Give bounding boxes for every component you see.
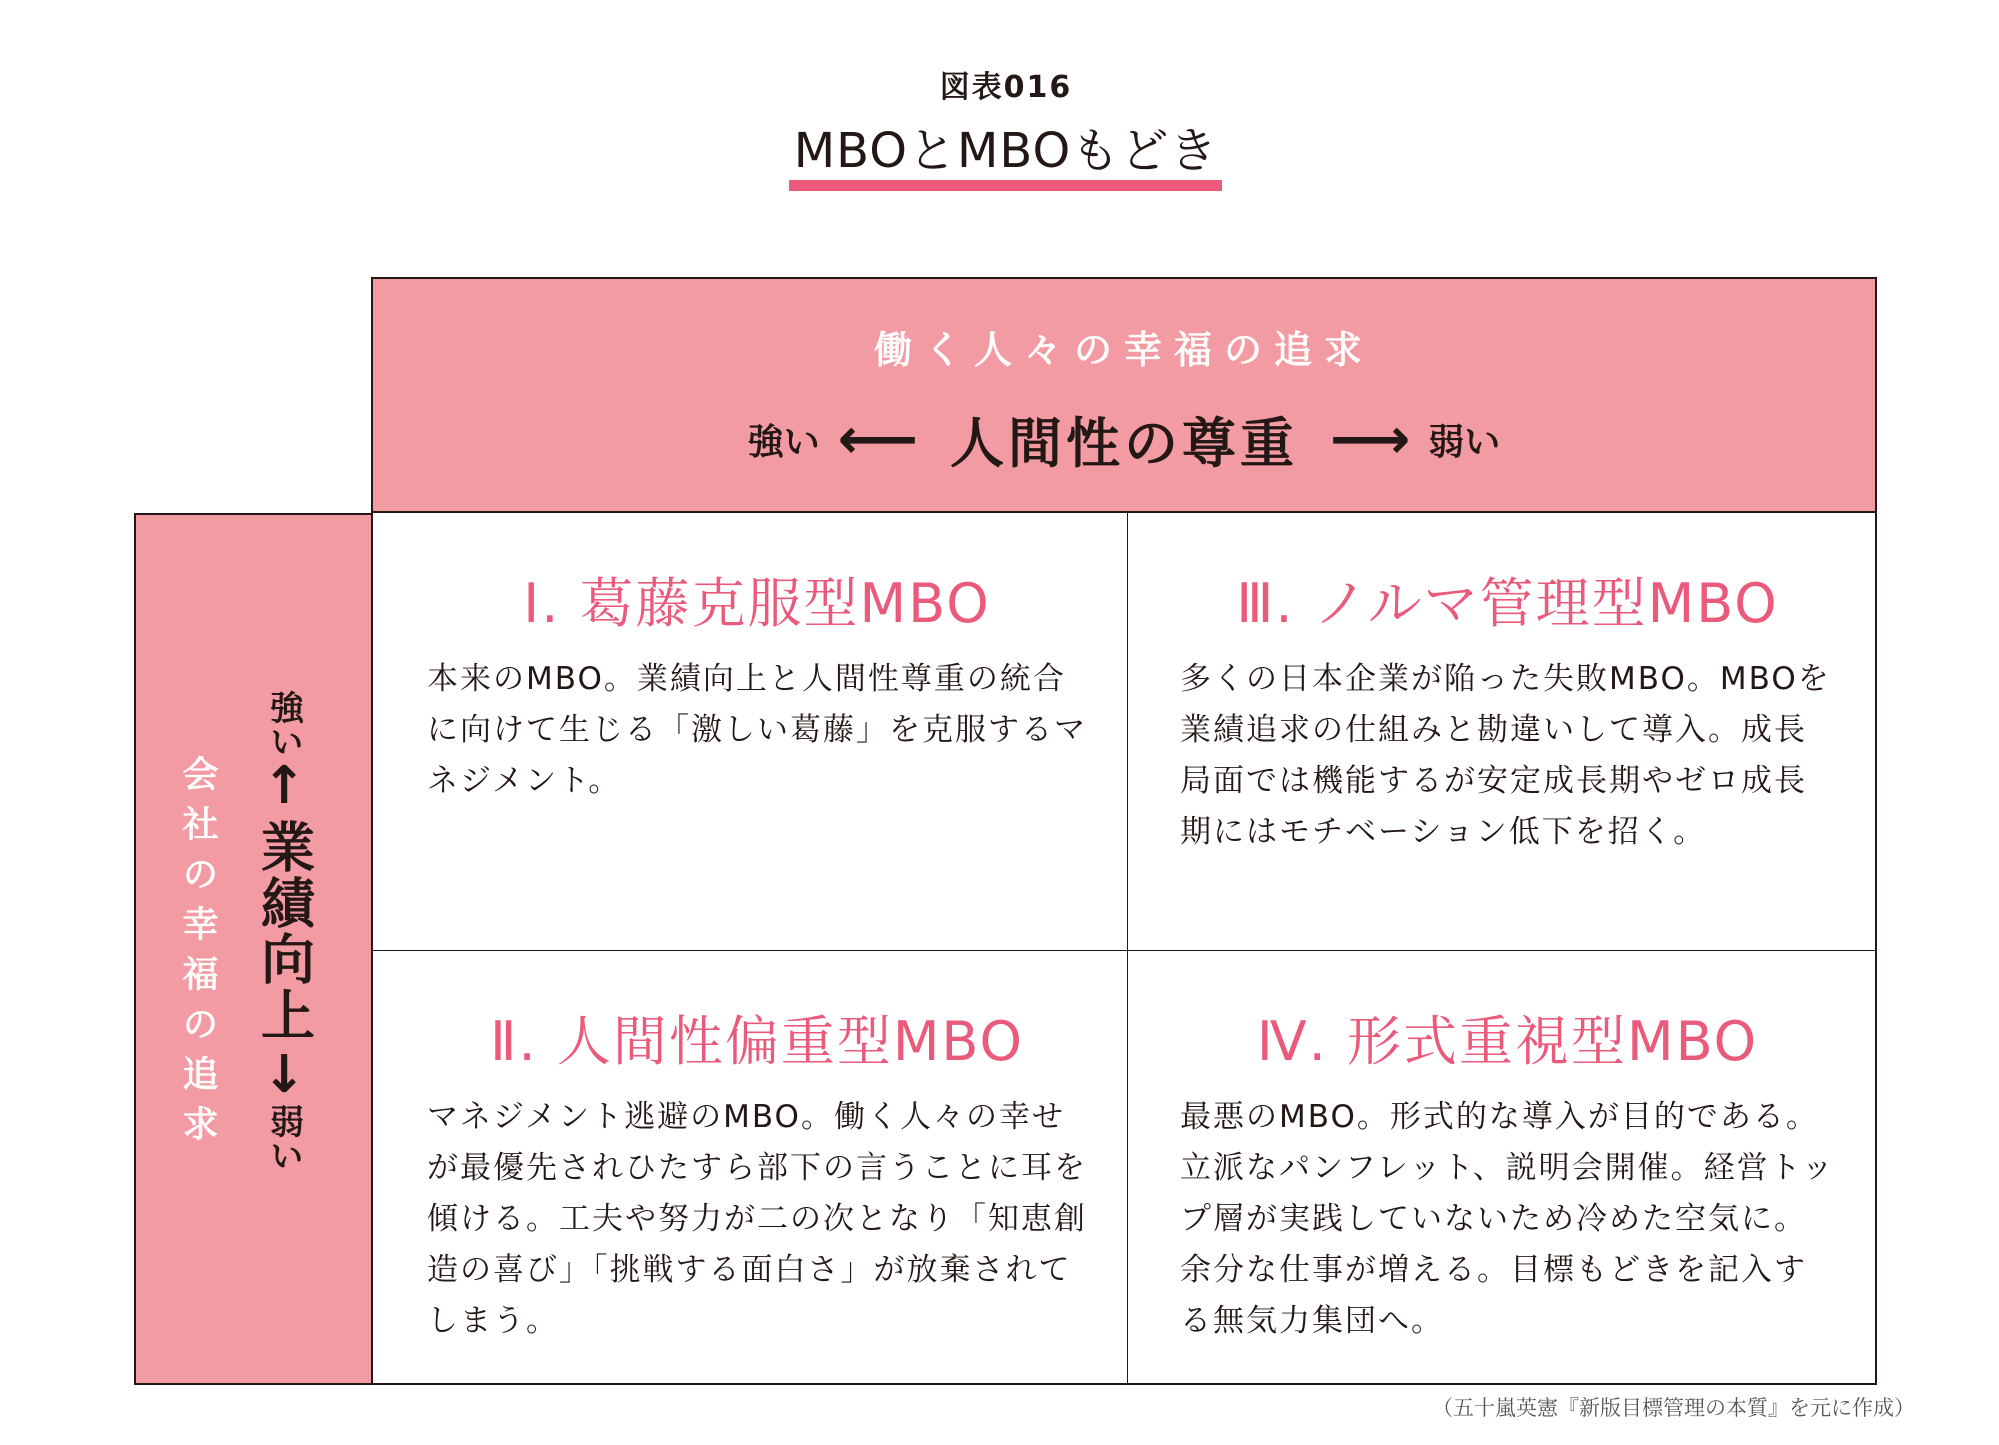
quadrant-body: 最悪のMBO。形式的な導入が目的である。立派なパンフレット、説明会開催。経営トップ層が実践していないため冷めた空気に。余分な仕事が増える。目標もどきを記入する無気力集団へ。 bbox=[1180, 1099, 1835, 1339]
left-subtitle: 会社の幸福の追求 bbox=[177, 755, 218, 1155]
horizontal-axis-header bbox=[371, 277, 1877, 513]
vertical-axis-label: 業績向上 bbox=[252, 819, 316, 1044]
arrow-left-icon: ⟵ bbox=[837, 406, 918, 472]
axis-top-end: 強い bbox=[263, 690, 304, 758]
arrow-up-icon: ↑ bbox=[262, 756, 306, 816]
quadrant-title: Ⅳ. 形式重視型MBO bbox=[1256, 1010, 1759, 1073]
quadrant-3 bbox=[1127, 513, 1875, 950]
arrow-right-icon: ⟶ bbox=[1330, 406, 1411, 472]
quadrant-body: 本来のMBO。業績向上と人間性尊重の統合に向けて生じる「激しい葛藤」を克服するマネジメント。 bbox=[427, 661, 1087, 799]
quadrant-title: Ⅲ. ノルマ管理型MBO bbox=[1236, 572, 1779, 635]
axis-bottom-end: 弱い bbox=[263, 1104, 304, 1173]
vertical-axis bbox=[254, 690, 314, 1172]
quadrant-body: 多くの日本企業が陥った失敗MBO。MBOを業績追求の仕組みと勘違いして導入。成長局面では機能するが安定成長期やゼロ成長期にはモチベーション低下を招く。 bbox=[1180, 661, 1831, 850]
axis-label: 人間性の尊重 bbox=[950, 412, 1298, 475]
quadrant-title: Ⅰ. 葛藤克服型MBO bbox=[523, 572, 991, 635]
quadrant-grid bbox=[371, 513, 1877, 1385]
quadrant-1 bbox=[373, 513, 1127, 950]
quadrant-title: Ⅱ. 人間性偏重型MBO bbox=[489, 1010, 1025, 1073]
figure-number: 図表016 bbox=[939, 70, 1073, 105]
axis-right-end: 弱い bbox=[1428, 422, 1501, 463]
quadrant-body: マネジメント逃避のMBO。働く人々の幸せが最優先されひたすら部下の言うことに耳を傾ける。工夫や努力が二の次となり「知恵創造の喜び」「挑戦する面白さ」が放棄されてしまう。 bbox=[427, 1099, 1087, 1339]
source-note: （五十嵐英憲『新版目標管理の本質』を元に作成） bbox=[1432, 1396, 1915, 1420]
figure-title: MBOとMBOもどき bbox=[793, 123, 1219, 179]
arrow-down-icon: ↓ bbox=[262, 1045, 306, 1106]
header-subtitle: 働く人々の幸福の追求 bbox=[873, 328, 1374, 372]
quadrant-4 bbox=[1127, 950, 1875, 1383]
horizontal-axis bbox=[373, 401, 1875, 478]
vertical-axis-panel bbox=[134, 513, 371, 1385]
quadrant-2 bbox=[373, 950, 1127, 1383]
axis-left-end: 強い bbox=[747, 422, 820, 463]
title-underline bbox=[789, 180, 1222, 191]
